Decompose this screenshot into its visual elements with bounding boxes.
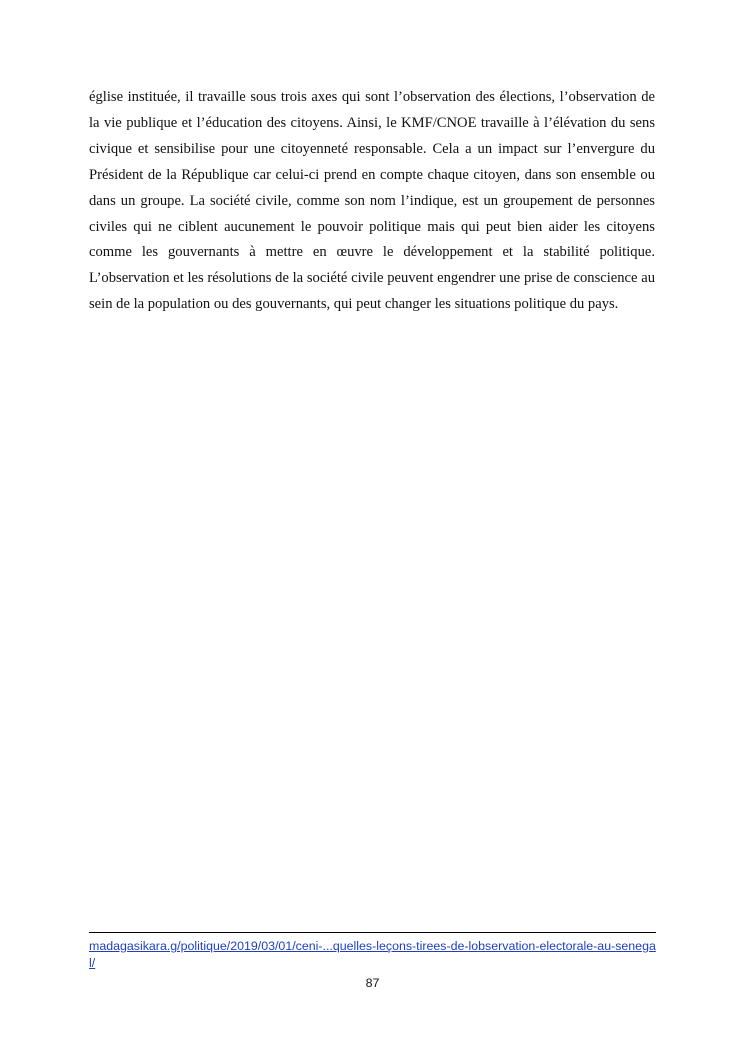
page-number: 87 (365, 976, 380, 990)
footnote-link[interactable]: madagasikara.g/politique/2019/03/01/ceni-...quelles-leçons-tirees-de-lobservation-electorale-au-senegal/ (89, 939, 656, 970)
footnote-separator (89, 932, 656, 933)
body-paragraph: église instituée, il travaille sous trois axes qui sont l’observation des élections, l’observation de la vie publique et l’éducation des citoyens. Ainsi, le KMF/CNOE travaille à l’élévation du sens civique et sensibilise pour une citoyenneté responsable. Cela a un impact sur l’envergure du Président de la République car celui-ci prend en compte chaque citoyen, dans son ensemble ou dans un groupe. La société civile, comme son nom l’indique, est un groupement de personnes civiles qui ne ciblent aucunement le pouvoir politique mais qui peut bien aider les citoyens comme les gouvernants à mettre en œuvre le développement et la stabilité politique. L’observation et les résolutions de la société civile peuvent engendrer une prise de conscience au sein de la population ou des gouvernants, qui peut changer les situations politique du pays. (89, 89, 655, 313)
